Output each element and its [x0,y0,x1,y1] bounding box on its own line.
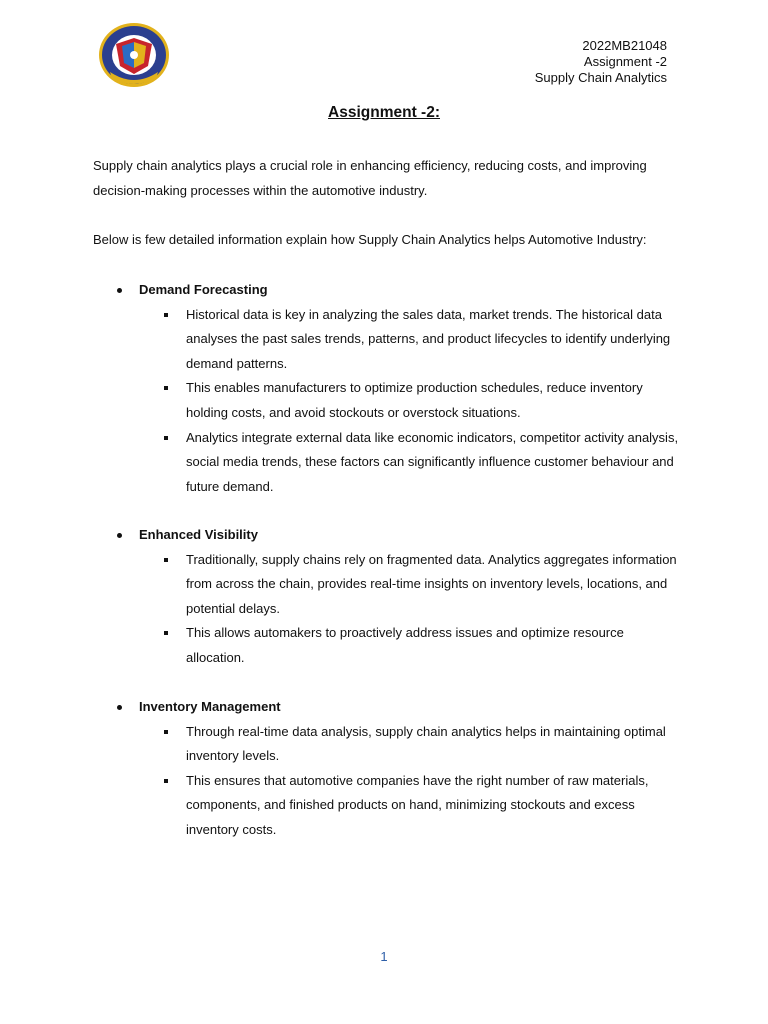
list-item: Analytics integrate external data like economic indicators, competitor activity analysis, social media trends, these factors can significantly influence customer behaviour and future demand. [93,426,683,500]
intro-paragraph: Supply chain analytics plays a crucial role in enhancing efficiency, reducing costs, and improving decision-making processes within the automotive industry. [93,158,647,198]
section-demand-forecasting [93,278,683,499]
section-heading: Demand Forecasting [93,278,683,303]
list-item: This allows automakers to proactively address issues and optimize resource allocation. [93,621,683,670]
list-item: This enables manufacturers to optimize production schedules, reduce inventory holding costs, and avoid stockouts or overstock situations. [93,376,683,425]
document-header [535,38,667,86]
section-heading: Enhanced Visibility [93,523,683,548]
institute-crest-logo [98,22,170,88]
page-number: 1 [380,949,388,964]
section-inventory-management [93,695,683,843]
course-name: Supply Chain Analytics [534,70,667,85]
section-heading: Inventory Management [93,695,683,720]
list-item: Historical data is key in analyzing the sales data, market trends. The historical data analyses the past sales trends, patterns, and product lifecycles to identify underlying demand patterns. [93,303,683,377]
section-enhanced-visibility [93,523,683,671]
list-item: Traditionally, supply chains rely on fragmented data. Analytics aggregates information from across the chain, provides real-time insights on inventory levels, locations, and potential delays. [93,548,683,622]
list-item: This ensures that automotive companies have the right number of raw materials, components, and finished products on hand, minimizing stockouts and excess inventory costs. [93,769,683,843]
student-id: 2022MB21048 [582,38,667,53]
document-title: Assignment -2: [328,104,440,121]
list-item: Through real-time data analysis, supply chain analytics helps in maintaining optimal inventory levels. [93,720,683,769]
assignment-label: Assignment -2 [583,54,667,69]
lead-paragraph: Below is few detailed information explain how Supply Chain Analytics helps Automotive Industry: [93,232,647,247]
